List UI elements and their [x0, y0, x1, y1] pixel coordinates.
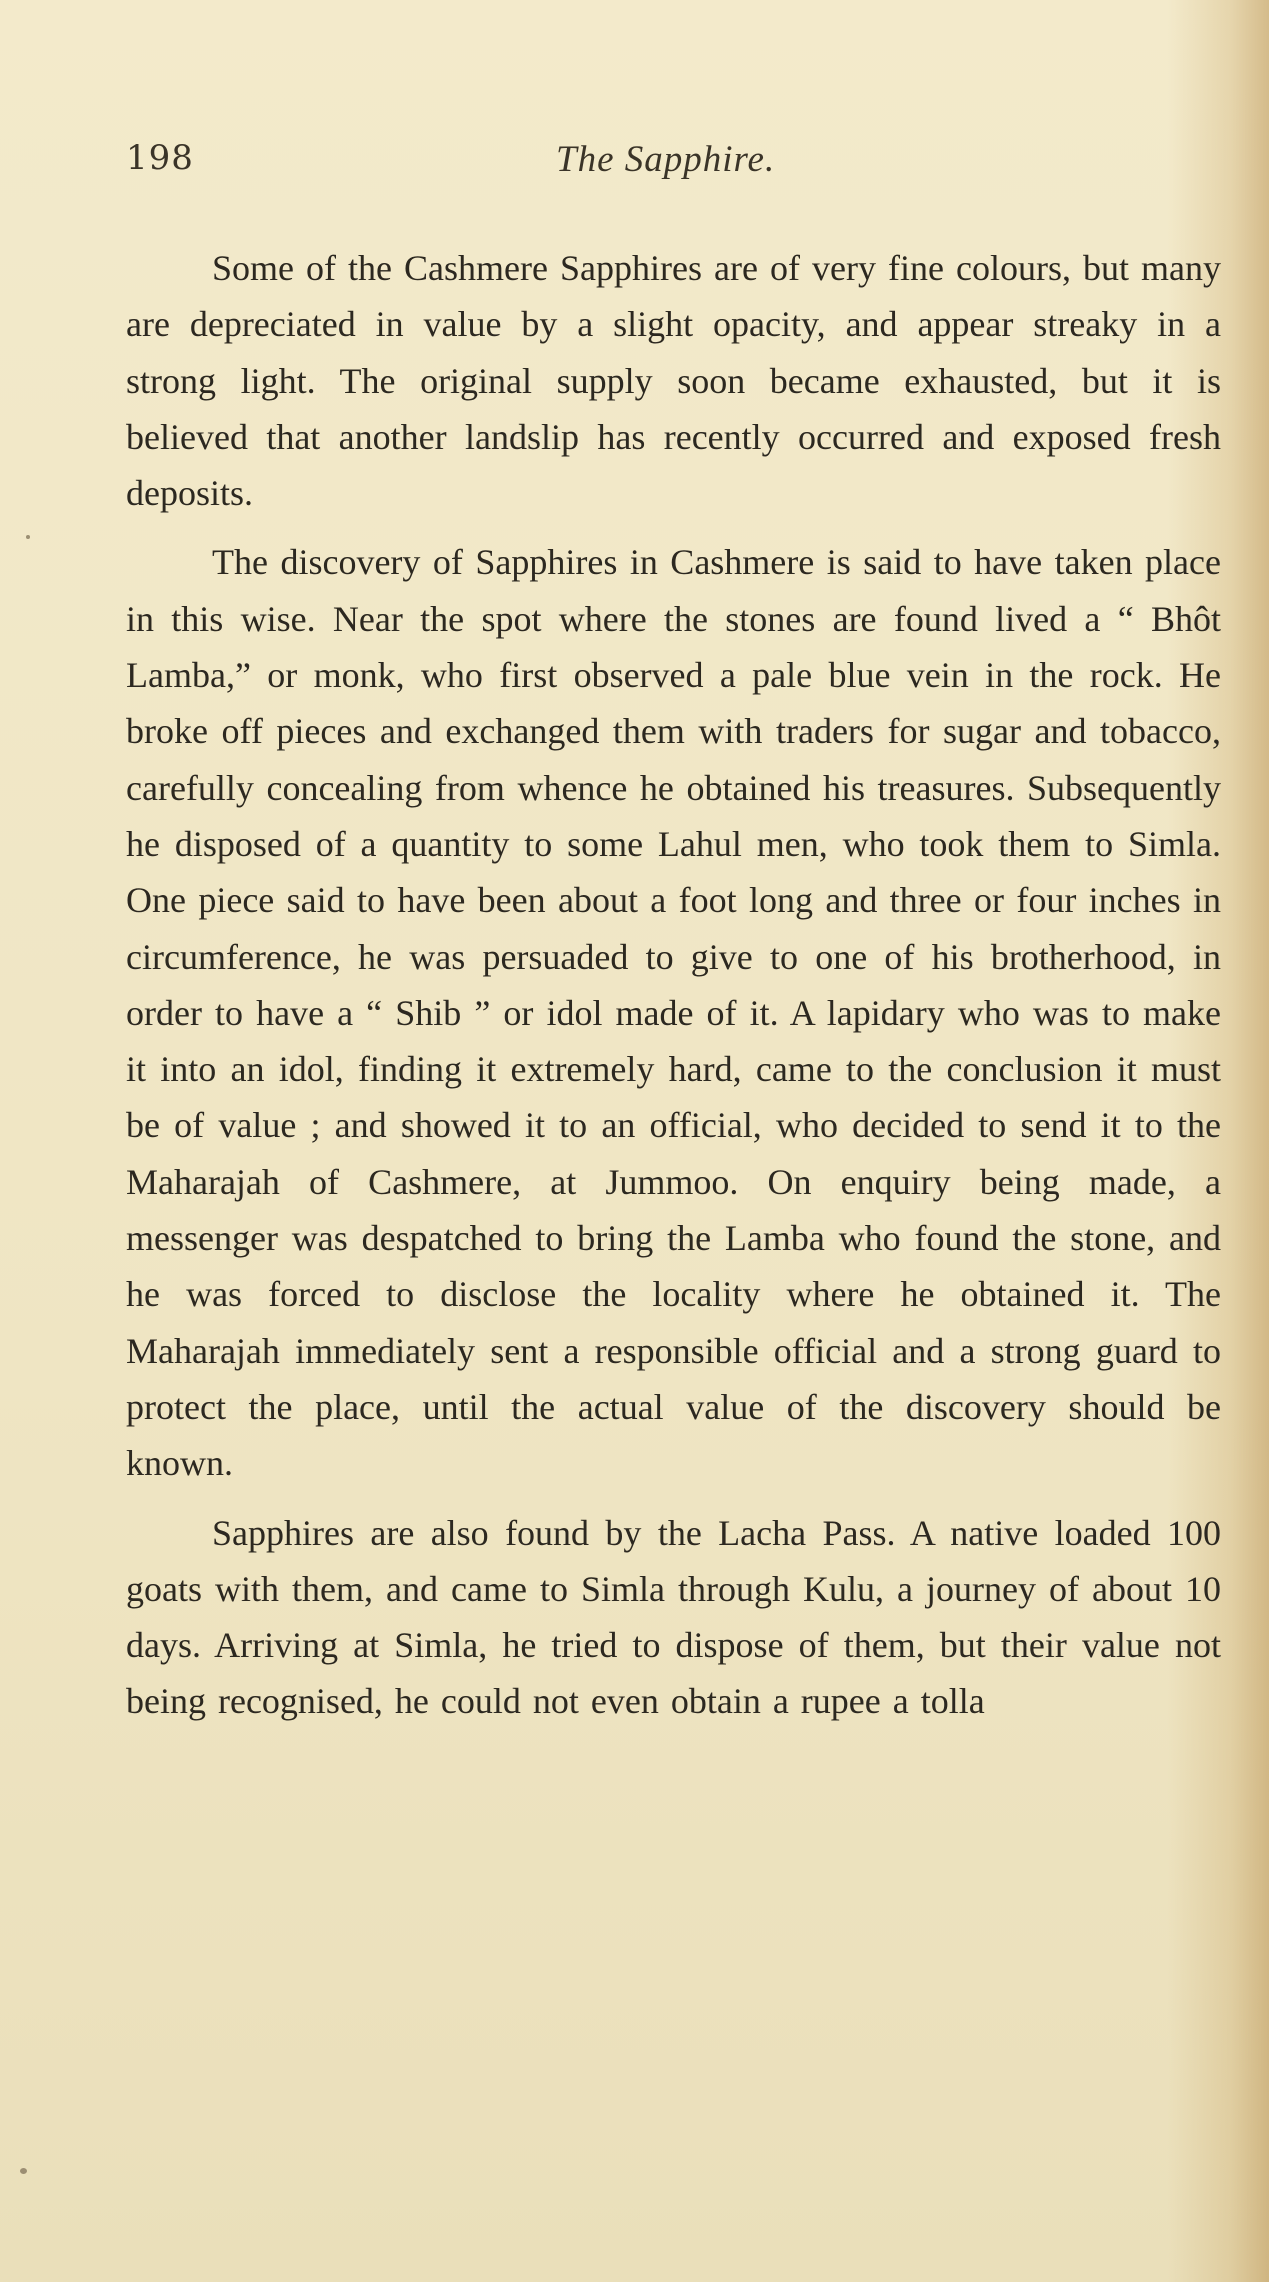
paragraph-3: Sapphires are also found by the Lacha Pass. A native loaded 100 goats with them, and came to Simla through Kulu, a journey of about 10 days. Arriving at Simla, he tried to dispose of them, but their value not being recognised, he could not even obtain a rupee a tolla	[126, 1512, 1221, 1722]
paragraph-1: Some of the Cashmere Sapphires are of very fine colours, but many are depreciated in value by a slight opacity, and appear streaky in a strong light. The original supply soon became exhausted, but it is believed that another landslip has recently occurred and exposed fresh deposits.	[126, 248, 1221, 514]
page-header	[126, 138, 1221, 198]
paper-speck	[26, 535, 30, 539]
page-number: 198	[126, 138, 194, 178]
running-title: The Sapphire.	[556, 139, 776, 180]
body-text	[126, 240, 1221, 1730]
paper-speck	[20, 2168, 27, 2174]
paragraph-2: The discovery of Sapphires in Cashmere is said to have taken place in this wise. Near the spot where the stones are found lived a “ Bhôt Lamba,” or monk, who first observed a pale blue vein in the rock. He broke off pieces and exchanged them with traders for sugar and tobacco, carefully concealing from whence he obtained his treasures. Subsequently he disposed of a quantity to some Lahul men, who took them to Simla. One piece said to have been about a foot long and three or four inches in circumference, he was persuaded to give to one of his brotherhood, in order to have a “ Shib ” or idol made of it. A lapidary who was to make it into an idol, finding it extremely hard, came to the conclusion it must be of value ; and showed it to an official, who decided to send it to the Maharajah of Cashmere, at Jummoo. On enquiry being made, a messenger was despatched to bring the Lamba who found the stone, and he was forced to disclose the locality where he obtained it. The Maharajah immediately sent a responsible official and a strong guard to protect the place, until the actual value of the discovery should be known.	[126, 542, 1221, 1484]
